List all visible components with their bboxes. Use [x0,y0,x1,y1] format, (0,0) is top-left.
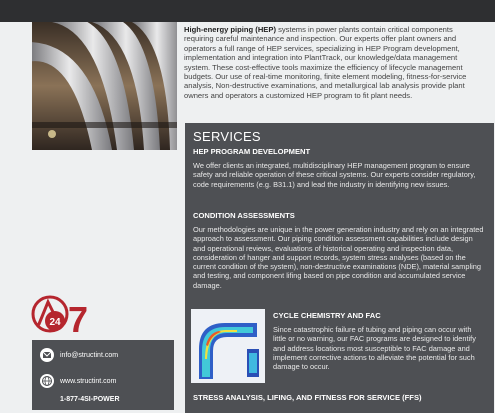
stress-analysis-heading: STRESS ANALYSIS, LIFING, AND FITNESS FOR SERVICE (FFS) [193,393,422,402]
intro-lead: High-energy piping (HEP) [184,25,276,34]
fea-model-image [191,309,265,383]
hep-program-heading: HEP PROGRAM DEVELOPMENT [193,147,311,156]
website-link[interactable]: www.structint.com [60,378,117,385]
condition-assessments-text: Our methodologies are unique in the power generation industry and rely on an integrated approach to assessment. Our piping condition assessment capabilities include design and operational reviews, evaluations of historical operating and inspection data, consideration of hanger and support records, system stress analyses (based on the current condition of the system), non-destructive examinations (NDE), material sampling and testing, and component lifing based on pipe condition and accumulated service damage. [193,225,484,290]
email-icon [40,348,54,362]
hep-piping-photo [32,22,177,150]
email-link[interactable]: info@structint.com [60,352,119,359]
intro-paragraph [184,25,484,100]
logo-7-text: 7 [68,299,89,338]
phone-link[interactable]: 1-877-4SI-POWER [60,396,120,403]
logo-24-text: 24 [49,317,61,328]
condition-assessments-heading: CONDITION ASSESSMENTS [193,211,295,220]
hep-program-text: We offer clients an integrated, multidisciplinary HEP management program to ensure safety and reliable operation of these critical systems. Our experts consider regulatory, code requirements (e.g. B31.1) and lead the industry in identifying new issues. [193,161,476,189]
intro-text: systems in power plants contain critical components requiring careful maintenance and inspection. Our experts offer plant owners and operators a full range of HEP services, specializing in HEP Program development, implementation and integration into PlantTrack, our knowledge/data management system. These cost-effective tools maximize the efficiency of lifecycle management budgets. Our use of real-time monitoring, finite element modeling, fitness-for-service analysis, Non-destructive examinations, and metallurgical lab analysis provide plant owners and operators a customized HEP program to fit plant needs. [184,25,467,100]
cycle-chemistry-heading: CYCLE CHEMISTRY AND FAC [273,311,381,320]
services-panel [185,123,494,413]
globe-icon [40,374,54,388]
services-title: SERVICES [193,129,261,144]
top-bar [0,0,495,22]
logo-24-7 [30,290,92,338]
cycle-chemistry-text: Since catastrophic failure of tubing and piping can occur with little or no warning, our FAC programs are designed to identify and address locations most susceptible to FAC damage and implement corrective actions to alleviate the potential for such damage to occur. [273,325,476,372]
